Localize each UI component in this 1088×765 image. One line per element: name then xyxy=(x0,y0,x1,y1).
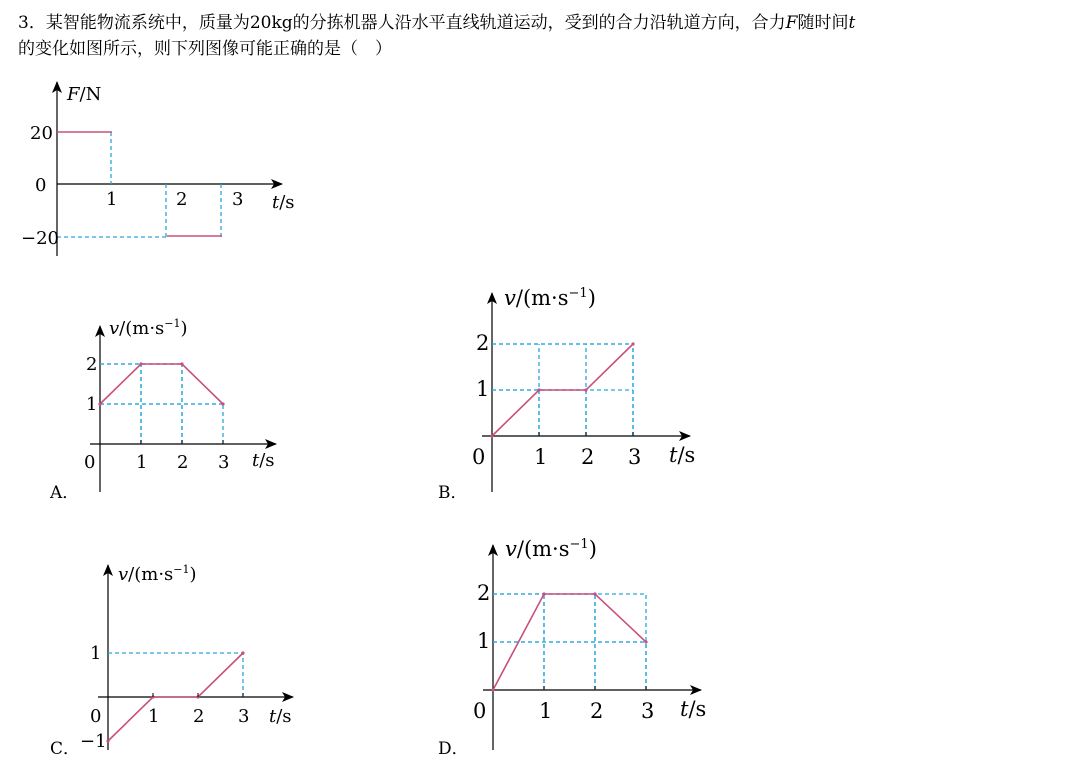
question-mass: 20kg xyxy=(249,13,293,33)
force-x-tick-1: 1 xyxy=(106,189,118,210)
option-a-point-2 xyxy=(180,362,183,365)
option-a-letter: A． xyxy=(50,483,80,503)
option-d-point-0 xyxy=(491,688,494,691)
axis-label-symbol: v xyxy=(118,564,129,585)
option-c-y-tick-−1: −1 xyxy=(80,731,107,752)
axis-label-close: ) xyxy=(587,286,596,310)
axis-label-unit: /N xyxy=(79,84,102,105)
axis-label-symbol: v xyxy=(504,286,516,310)
axis-label-unit: /(m·s xyxy=(516,537,570,561)
option-a-graph xyxy=(84,317,276,492)
option-b-y-axis-label xyxy=(504,286,596,310)
axis-label-symbol: t xyxy=(680,697,689,721)
question-part-2: 的分拣机器人沿水平直线轨道运动，受到的合力沿轨道方向，合力 xyxy=(292,13,786,33)
axis-label-symbol: v xyxy=(109,318,120,339)
option-a-x-tick-0: 0 xyxy=(84,452,96,473)
option-c-letter: C． xyxy=(50,739,81,759)
option-d-y-tick-1: 1 xyxy=(477,629,491,653)
option-b-point-2 xyxy=(584,388,587,391)
option-a-guides xyxy=(100,364,223,444)
axis-label-unit: /s xyxy=(688,697,707,721)
option-b-x-tick-1: 1 xyxy=(534,445,548,469)
option-d-point-3 xyxy=(644,640,647,643)
axis-label-symbol: v xyxy=(505,537,517,561)
option-c-x-axis-label xyxy=(269,706,292,727)
force-y-tick-0: 0 xyxy=(35,175,47,196)
force-y-tick-neg20: −20 xyxy=(21,228,59,249)
option-c-y-tick-1: 1 xyxy=(90,643,102,664)
axis-label-unit: /s xyxy=(276,706,292,727)
question-time-symbol: t xyxy=(848,13,856,33)
option-d-x-tick-2: 2 xyxy=(590,699,604,723)
axis-label-symbol: t xyxy=(252,450,260,471)
option-b-x-tick-3: 3 xyxy=(628,445,642,469)
option-d-point-2 xyxy=(593,592,596,595)
option-a-x-tick-2: 2 xyxy=(177,452,189,473)
velocity-graphs xyxy=(80,286,706,752)
option-b-point-1 xyxy=(537,388,540,391)
axis-label-close: ) xyxy=(180,318,188,339)
option-d-letter: D． xyxy=(438,739,469,759)
force-x-axis-label xyxy=(272,192,295,213)
option-d-y-tick-2: 2 xyxy=(477,581,491,605)
axis-label-unit: /s xyxy=(279,192,295,213)
option-c-graph xyxy=(80,563,293,752)
option-b-y-tick-1: 1 xyxy=(476,377,490,401)
option-b-y-tick-2: 2 xyxy=(476,331,490,355)
option-a-point-0 xyxy=(98,402,101,405)
option-a-y-axis-label xyxy=(109,317,188,339)
axis-label-exponent: −1 xyxy=(173,563,190,576)
option-a-velocity-curve xyxy=(100,364,223,404)
option-c-point-3 xyxy=(241,651,244,654)
axis-label-symbol: t xyxy=(272,192,280,213)
option-c-y-axis-label xyxy=(118,563,197,585)
question-part-4: 的变化如图所示，则下列图像可能正确的是（ ） xyxy=(18,39,392,59)
option-c-x-tick-0: 0 xyxy=(90,706,102,727)
axis-label-exponent: −1 xyxy=(569,537,589,552)
axis-label-symbol: t xyxy=(269,706,277,727)
option-d-y-axis-label xyxy=(505,537,597,561)
option-c-x-tick-2: 2 xyxy=(193,706,205,727)
question-part-3: 随时间 xyxy=(797,13,849,33)
option-a-x-tick-1: 1 xyxy=(136,452,148,473)
option-b-point-3 xyxy=(631,342,634,345)
option-b-x-tick-2: 2 xyxy=(581,445,595,469)
option-b-graph xyxy=(472,286,695,492)
force-x-tick-3: 3 xyxy=(232,189,244,210)
option-d-x-tick-0: 0 xyxy=(473,699,487,723)
axis-label-symbol: F xyxy=(67,84,80,105)
axis-label-close: ) xyxy=(189,564,197,585)
option-b-x-axis-label xyxy=(669,443,695,467)
question-part-1: 某智能物流系统中，质量为 xyxy=(45,13,250,33)
option-a-point-3 xyxy=(221,402,224,405)
option-d-point-1 xyxy=(542,592,545,595)
force-time-graph xyxy=(21,82,295,256)
option-a-x-tick-3: 3 xyxy=(218,452,230,473)
axis-label-unit: /(m·s xyxy=(119,318,165,339)
option-d-guides xyxy=(493,594,646,690)
option-d-x-axis-label xyxy=(680,697,706,721)
force-x-tick-2: 2 xyxy=(176,189,188,210)
axis-label-symbol: t xyxy=(669,443,678,467)
question-force-symbol: F xyxy=(785,13,798,33)
option-d-graph xyxy=(473,537,706,750)
axis-label-unit: /s xyxy=(677,443,696,467)
option-a-y-tick-2: 2 xyxy=(86,354,98,375)
axis-label-close: ) xyxy=(588,537,597,561)
force-y-tick-20: 20 xyxy=(30,123,53,144)
option-b-x-tick-0: 0 xyxy=(472,445,486,469)
option-a-y-tick-1: 1 xyxy=(86,394,98,415)
option-a-x-axis-label xyxy=(252,450,275,471)
option-c-x-tick-1: 1 xyxy=(148,706,160,727)
option-d-x-tick-1: 1 xyxy=(539,699,553,723)
axis-label-unit: /(m·s xyxy=(128,564,174,585)
force-y-axis-label xyxy=(66,84,101,105)
question-number: 3． xyxy=(18,13,46,33)
option-c-point-0 xyxy=(106,739,109,742)
option-a-point-1 xyxy=(139,362,142,365)
axis-label-exponent: −1 xyxy=(568,286,588,301)
option-c-x-tick-3: 3 xyxy=(238,706,250,727)
axis-label-exponent: −1 xyxy=(164,317,181,330)
option-b-letter: B． xyxy=(438,483,468,503)
axis-label-unit: /s xyxy=(259,450,275,471)
axis-label-unit: /(m·s xyxy=(515,286,569,310)
option-b-point-0 xyxy=(490,434,493,437)
option-d-x-tick-3: 3 xyxy=(641,699,655,723)
